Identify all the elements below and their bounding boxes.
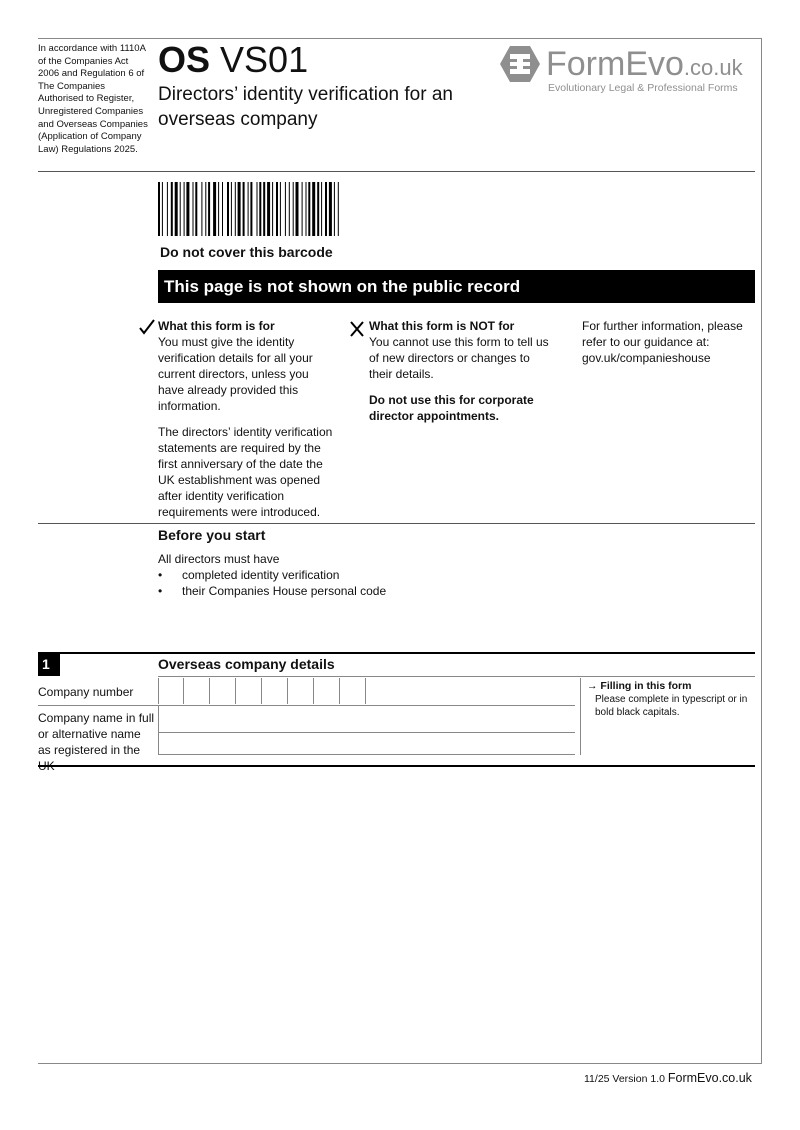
list-item: • completed identity verification <box>158 568 340 582</box>
form-title: Directors’ identity verification for an overseas company <box>158 84 453 130</box>
header-divider <box>38 171 755 172</box>
before-you-start-heading: Before you start <box>158 527 266 543</box>
company-number-cell[interactable] <box>158 678 184 704</box>
before-you-start-list <box>158 551 458 599</box>
legal-reference-text: In accordance with 1110A of the Companies Act 2006 and Regulation 6 of The Companies Authorised to Register, Unregistered Companies and Overseas Companies (Application of Company Law) Regulations 2025. <box>38 43 148 155</box>
company-number-cell[interactable] <box>262 678 288 704</box>
cross-icon <box>349 320 365 341</box>
further-info-text: For further information, please refer to our guidance at: gov.uk/companieshouse <box>582 319 743 365</box>
company-name-label: Company name in full or alternative name as registered in the <box>38 711 155 757</box>
info-divider <box>38 523 755 524</box>
form-not-for-warning: Do not use this for corporate director appointments. <box>369 393 534 423</box>
logo-name: FormEvo <box>546 45 684 83</box>
company-number-cell[interactable] <box>288 678 314 704</box>
form-not-for-heading: What this form is NOT for <box>369 319 515 333</box>
form-purpose-column <box>158 318 338 530</box>
company-name-field-line-2[interactable] <box>158 733 575 755</box>
form-code <box>158 40 308 80</box>
form-not-for-text: You cannot use this form to tell us of new directors or changes to their details. <box>369 335 549 381</box>
barcode-label: Do not cover this barcode <box>160 244 333 260</box>
form-purpose-text-2: The directors’ identity verification statements are required by the first anniversary of the date the UK establishment was opened after identity verification requirements were introduced. <box>158 425 333 519</box>
section-1-top-rule <box>38 652 755 654</box>
section-1-number: 1 <box>38 654 60 676</box>
frame-top-rule <box>38 38 762 39</box>
logo-suffix: .co.uk <box>683 55 743 80</box>
section-1-bottom-rule <box>38 765 755 767</box>
barcode <box>158 182 440 236</box>
company-number-cell[interactable] <box>184 678 210 704</box>
formevo-logo-icon <box>500 44 540 84</box>
company-name-field-line-1[interactable] <box>158 706 575 733</box>
form-number: VS01 <box>220 39 309 80</box>
before-intro: All directors must have <box>158 552 280 566</box>
form-purpose-heading: What this form is for <box>158 319 275 333</box>
public-record-banner: This page is not shown on the public record <box>158 270 755 303</box>
tick-icon <box>138 318 156 339</box>
company-number-cell[interactable] <box>236 678 262 704</box>
note-arrow-icon: → <box>587 680 601 692</box>
note-text: Please complete in typescript or in bold black capitals. <box>595 694 748 718</box>
form-not-for-column <box>369 318 549 434</box>
footer-brand: FormEvo.co.uk <box>667 1071 752 1085</box>
company-number-field[interactable] <box>158 678 366 704</box>
company-number-label: Company number <box>38 685 134 699</box>
filling-note <box>580 678 756 755</box>
note-heading: Filling in this form <box>600 680 692 692</box>
frame-right-rule <box>761 38 762 1064</box>
company-number-cell[interactable] <box>314 678 340 704</box>
section-1-title: Overseas company details <box>158 656 335 672</box>
company-number-cell[interactable] <box>340 678 366 704</box>
section-1-title-rule <box>158 676 755 677</box>
footer <box>584 1071 752 1085</box>
list-item: • their Companies House personal code <box>158 584 387 598</box>
frame-bottom-rule <box>38 1063 762 1064</box>
company-number-cell[interactable] <box>210 678 236 704</box>
form-purpose-text-1: You must give the identity verification details for all your current directors, unless you have already provided this information. <box>158 335 313 413</box>
logo-tagline: Evolutionary Legal & Professional Forms <box>548 82 738 94</box>
form-prefix: OS <box>158 39 211 80</box>
footer-version: 11/25 Version 1.0 <box>584 1073 665 1085</box>
